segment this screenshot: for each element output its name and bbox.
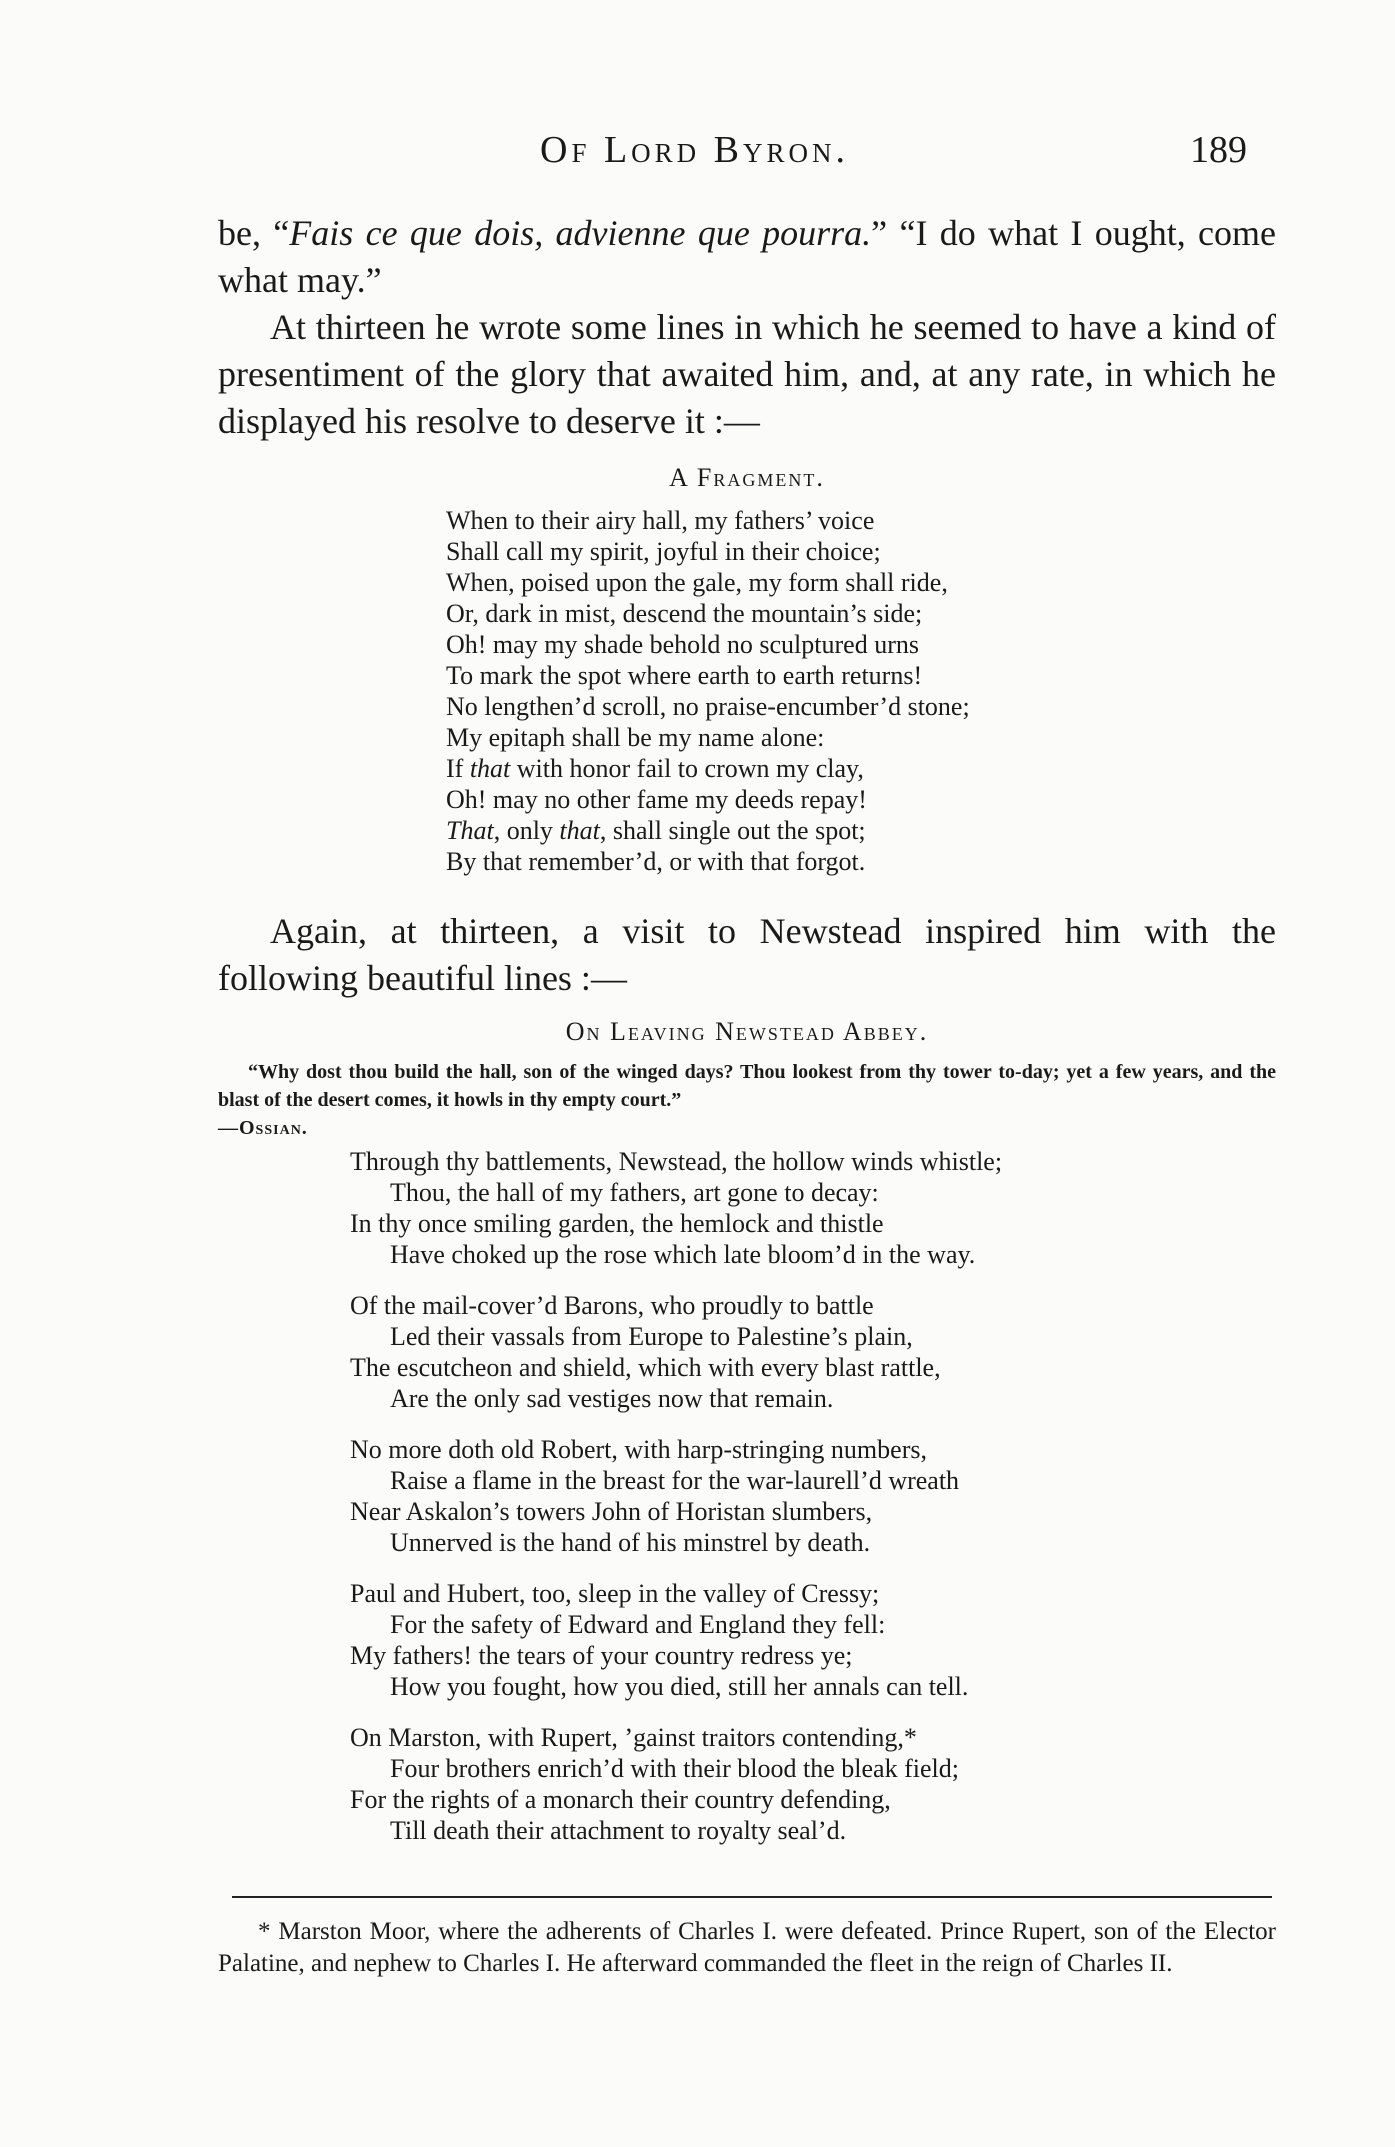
paragraph-newstead [218, 908, 1276, 1002]
poem-line: When, poised upon the gale, my form shall ride, [446, 568, 948, 597]
newstead-poem [350, 1146, 1002, 1866]
poem-line [446, 815, 970, 846]
line9-pre: If [446, 754, 470, 783]
poem-line: Paul and Hubert, too, sleep in the valley of Cressy; [350, 1579, 880, 1608]
line9-post: with honor fail to crown my clay, [510, 754, 864, 783]
fragment-heading: A Fragment. [669, 463, 825, 492]
poem-line: Oh! may my shade behold no sculptured urns [446, 630, 919, 659]
poem-line: Have choked up the rose which late bloom’d in the way. [390, 1240, 976, 1269]
poem-line: Thou, the hall of my fathers, art gone to decay: [390, 1178, 879, 1207]
stanza [350, 1578, 1002, 1702]
motto-french: Fais ce que dois, advienne que pourra. [289, 213, 872, 253]
epigraph-attribution: —Ossian. [218, 1117, 308, 1139]
poem-line: No lengthen’d scroll, no praise-encumber’d stone; [446, 692, 970, 721]
fragment-poem [446, 505, 970, 877]
motto-pre: be, “ [218, 213, 290, 253]
poem-line: Four brothers enrich’d with their blood the bleak field; [390, 1754, 959, 1783]
running-head [0, 128, 1395, 178]
paragraph-thirteen [218, 304, 1276, 445]
poem-line [446, 753, 970, 784]
poem-line: Shall call my spirit, joyful in their choice; [446, 537, 881, 566]
stanza [350, 1722, 1002, 1846]
poem-line: When to their airy hall, my fathers’ voice [446, 506, 875, 535]
poem-line: My fathers! the tears of your country redress ye; [350, 1641, 853, 1670]
poem-line: Or, dark in mist, descend the mountain’s side; [446, 599, 923, 628]
poem-line: Till death their attachment to royalty seal’d. [390, 1816, 847, 1845]
poem-line: The escutcheon and shield, which with every blast rattle, [350, 1353, 941, 1382]
line11-em2: that [559, 816, 600, 845]
footnote-text: * Marston Moor, where the adherents of Charles I. were defeated. Prince Rupert, son of the Elector Palatine, and nephew to Charles I. He afterward commanded the fleet in the reign of Charles II. [218, 1918, 1276, 1977]
poem-line: For the safety of Edward and England they fell: [390, 1610, 886, 1639]
poem-line: Led their vassals from Europe to Palestine’s plain, [390, 1322, 913, 1351]
poem-line: To mark the spot where earth to earth returns! [446, 661, 923, 690]
poem-line: For the rights of a monarch their country defending, [350, 1785, 891, 1814]
footnote-rule [232, 1896, 1272, 1898]
line9-em: that [469, 754, 511, 783]
stanza [350, 1434, 1002, 1558]
line11-em1: That [446, 816, 494, 845]
poem-line: My epitaph shall be my name alone: [446, 723, 825, 752]
line11-mid: , only [493, 816, 560, 845]
poem-line: Raise a flame in the breast for the war-laurell’d wreath [390, 1466, 960, 1495]
stanza [350, 1146, 1002, 1270]
poem-line: No more doth old Robert, with harp-stringing numbers, [350, 1435, 927, 1464]
poem-line: How you fought, how you died, still her annals can tell. [390, 1672, 969, 1701]
running-title: Of Lord Byron. [540, 129, 850, 171]
newstead-heading: On Leaving Newstead Abbey. [565, 1017, 929, 1046]
poem-line: Oh! may no other fame my deeds repay! [446, 785, 867, 814]
paragraph-thirteen-text: At thirteen he wrote some lines in which he seemed to have a kind of presentiment of the glory that awaited him, and, at any rate, in which he displayed his resolve to deserve it :— [218, 307, 1276, 441]
page-number: 189 [1190, 129, 1247, 171]
epigraph [218, 1058, 1276, 1142]
poem-line: Of the mail-cover’d Barons, who proudly to battle [350, 1291, 874, 1320]
poem-line: By that remember’d, or with that forgot. [446, 847, 866, 876]
paragraph-motto [218, 210, 1276, 304]
footnote [218, 1916, 1276, 1980]
poem-line: Near Askalon’s towers John of Horistan slumbers, [350, 1497, 873, 1526]
stanza [350, 1290, 1002, 1414]
poem-line: Unnerved is the hand of his minstrel by death. [390, 1528, 871, 1557]
poem-line: In thy once smiling garden, the hemlock and thistle [350, 1209, 884, 1238]
line11-post: , shall single out the spot; [599, 816, 866, 845]
motto-post: ” “I do what I ought, come what may.” [218, 213, 1276, 300]
poem-line: Are the only sad vestiges now that remain. [390, 1384, 834, 1413]
epigraph-text: “Why dost thou build the hall, son of the winged days? Thou lookest from thy tower to-day; yet a few years, and the blast of the desert comes, it howls in thy empty court.” [218, 1061, 1276, 1111]
poem-line: Through thy battlements, Newstead, the hollow winds whistle; [350, 1147, 1003, 1176]
paragraph-newstead-text: Again, at thirteen, a visit to Newstead inspired him with the following beautiful lines :— [218, 911, 1276, 998]
poem-line: On Marston, with Rupert, ’gainst traitors contending,* [350, 1723, 917, 1752]
